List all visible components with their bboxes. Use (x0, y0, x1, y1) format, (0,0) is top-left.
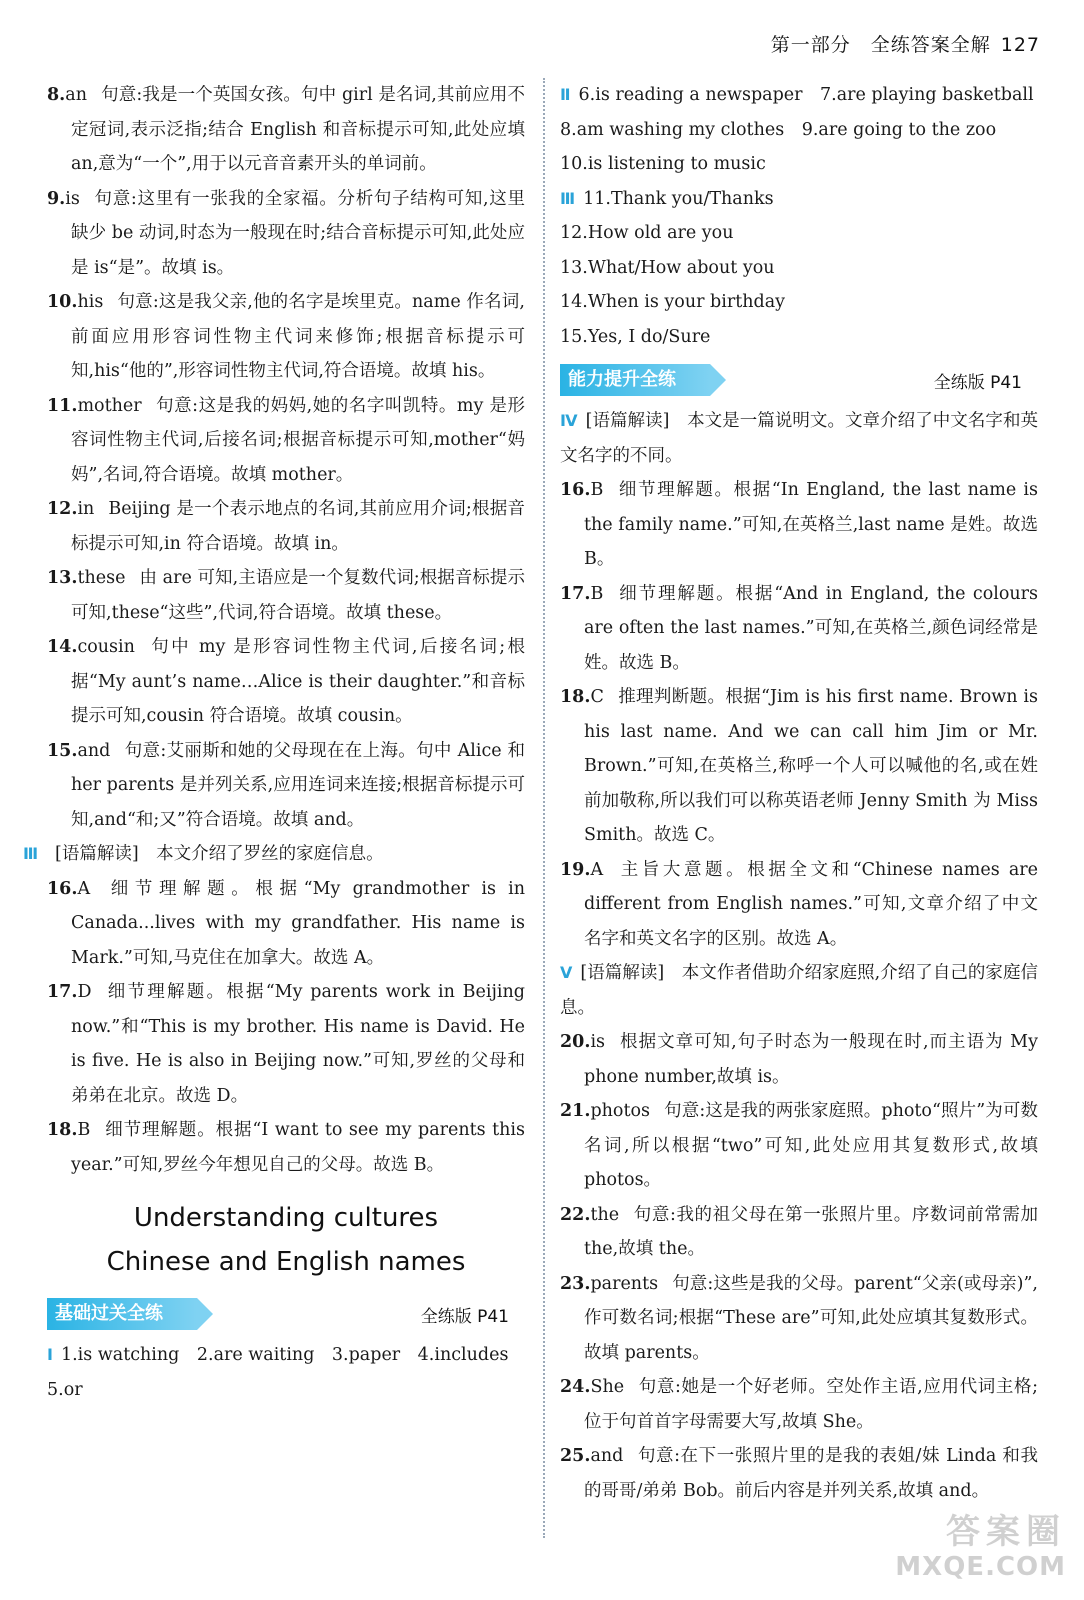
item-explanation: 句意:艾丽斯和她的父母现在在上海。句中 Alice 和 her parents 是并列关系,应用连词来连接;根据音标提示可知,and“和;又”符合语境。故填 and。 (71, 740, 525, 830)
item-answer: photos (590, 1101, 651, 1121)
item-number: 17. (47, 982, 78, 1002)
right-section-4-intro (560, 404, 1038, 473)
section-badge: 基础过关全练 (47, 1298, 197, 1330)
item-answer: in (77, 499, 95, 519)
item-answer: these (77, 568, 126, 588)
item-explanation: 句意:这是我的两张家庭照。photo“照片”为可数名词,所以根据“two”可知,此处应用其复数形式,故填 photos。 (584, 1101, 1038, 1190)
item-explanation: 细节理解题。根据“I want to see my parents this year.”可知,罗丝今年想见自己的父母。故选 B。 (71, 1120, 525, 1175)
answer-item (560, 577, 1038, 681)
item-answer: is (590, 1032, 606, 1052)
item-answer: B (590, 583, 604, 604)
answer-line: 10.is listening to music (560, 154, 766, 174)
section-reference: 全练版 P41 (933, 373, 1022, 393)
answer-item (47, 630, 525, 734)
item-answer: and (590, 1446, 624, 1466)
answer-line: 13.What/How about you (560, 257, 775, 278)
item-number: 8. (47, 85, 66, 105)
item-number: 20. (560, 1032, 591, 1052)
item-answer: cousin (77, 637, 135, 657)
item-number: 17. (560, 583, 591, 604)
item-number: 21. (560, 1101, 591, 1121)
item-explanation: 句意:这里有一张我的全家福。分析句子结构可知,这里缺少 be 动词,时态为一般现在时;结合音标提示可知,此处应是 is“是”。故填 is。 (71, 188, 525, 278)
left-column (23, 78, 525, 1407)
right-answer-list-a (560, 473, 1038, 956)
section-text: [语篇解读] 本文作者借助介绍家庭照,介绍了自己的家庭信息。 (560, 963, 1038, 1018)
answer-item (47, 182, 525, 286)
right-section-2-answers (560, 78, 1038, 113)
section-reference: 全练版 P41 (420, 1307, 509, 1327)
answer-item (47, 492, 525, 561)
item-number: 24. (560, 1377, 591, 1397)
item-number: 12. (47, 499, 78, 519)
right-answer-list-b (560, 1025, 1038, 1508)
right-section-3-answers (560, 182, 1038, 217)
item-answer: the (590, 1204, 620, 1225)
item-explanation: 根据文章可知,句子时态为一般现在时,而主语为 My phone number,故填 is。 (584, 1032, 1038, 1087)
answer-line: 8.am washing my clothes 9.are going to the zoo (560, 119, 997, 140)
item-explanation: 句意:在下一张照片里的是我的表姐/妹 Linda 和我的哥哥/弟弟 Bob。前后内容是并列关系,故填 and。 (584, 1446, 1038, 1501)
section-text: 6.is reading a newspaper 7.are playing basketball (578, 85, 1034, 105)
unit-title-line-1: Understanding cultures (133, 1203, 439, 1233)
item-explanation: 推理判断题。根据“Jim is his first name. Brown is his last name. And we can call him Jim or Mr. Brown.”可知,在英格兰,称呼一个人可以喊他的名,或在姓前加敬称,所以我们可以称英语老师 Jenny Smith 为 Miss Smith。故选 C。 (584, 687, 1038, 845)
answer-item (560, 1439, 1038, 1508)
answer-item (47, 561, 525, 630)
page-header (771, 30, 1040, 57)
answer-item (47, 1113, 525, 1182)
roman-numeral: Ⅴ (560, 963, 573, 982)
item-number: 19. (560, 859, 591, 880)
left-answer-list-b (47, 872, 525, 1183)
watermark-line-1: 答案圈 (946, 1512, 1066, 1552)
answer-item (47, 389, 525, 493)
item-explanation: 句中 my 是形容词性物主代词,后接名词;根据“My aunt’s name…Alice is their daughter.”和音标提示可知,cousin 符合语境。故填 cousin。 (71, 637, 525, 726)
item-answer: mother (77, 395, 142, 416)
item-explanation: 句意:她是一个好老师。空处作主语,应用代词主格;位于句首首字母需要大写,故填 She。 (584, 1377, 1038, 1432)
roman-numeral: Ⅱ (560, 85, 571, 104)
section-text: [语篇解读] 本文介绍了罗丝的家庭信息。 (55, 844, 384, 864)
item-number: 16. (560, 480, 591, 500)
section-text: 1.is watching 2.are waiting 3.paper 4.includes (60, 1345, 509, 1365)
column-divider (543, 78, 545, 1538)
answer-item (560, 680, 1038, 853)
right-section-5-intro (560, 956, 1038, 1025)
item-answer: is (65, 188, 80, 209)
answer-line: 14.When is your birthday (560, 292, 786, 312)
answer-item (47, 285, 525, 389)
item-explanation: 细节理解题。根据“My grandmother is in Canada...lives with my grandfather. His name is Mark.”可知,马克住在加拿大。故选 A。 (71, 878, 525, 968)
unit-title-line-2: Chinese and English names (106, 1247, 466, 1277)
left-section-1-answers (47, 1338, 525, 1373)
answer-item (560, 1370, 1038, 1439)
answer-item (560, 1198, 1038, 1267)
answer-line: 12.How old are you (560, 223, 734, 243)
item-explanation: 细节理解题。根据“My parents work in Beijing now.”和“This is my brother. His name is David. He is five. He is also in Beijing now.”可知,罗丝的父母和弟弟在北京。故选 D。 (71, 982, 525, 1106)
left-section-3-intro: Ⅲ [语篇解读] 本文介绍了罗丝的家庭信息。 (23, 844, 384, 864)
answer-item (47, 734, 525, 838)
item-answer: D (77, 982, 92, 1002)
right-column (560, 78, 1038, 1508)
item-explanation: 句意:这是我的妈妈,她的名字叫凯特。my 是形容词性物主代词,后接名词;根据音标提示可知,mother“妈妈”,名词,符合语境。故填 mother。 (71, 395, 525, 485)
unit-title (47, 1196, 525, 1284)
watermark-line-2: MXQE.COM (895, 1552, 1066, 1582)
header-title: 第一部分 全练答案全解 (770, 34, 991, 56)
left-section-1-answers-cont: 5.or (47, 1379, 83, 1400)
roman-numeral: Ⅰ (47, 1345, 53, 1364)
page-number: 127 (1000, 34, 1040, 56)
site-watermark (846, 1512, 1066, 1590)
item-number: 18. (47, 1120, 78, 1140)
answer-item (47, 872, 525, 976)
answer-item (47, 78, 525, 182)
answer-line: 15.Yes, I do/Sure (560, 326, 711, 347)
item-number: 13. (47, 568, 78, 588)
item-answer: and (77, 740, 111, 761)
item-explanation: 句意:我是一个英国女孩。句中 girl 是名词,其前应用不定冠词,表示泛指;结合 English 和音标提示可知,此处应填 an,意为“一个”,用于以元音音素开头的单词前。 (71, 85, 525, 174)
item-number: 10. (47, 292, 78, 312)
item-answer: C (590, 687, 604, 707)
item-answer: She (590, 1377, 625, 1397)
answer-item (560, 1025, 1038, 1094)
item-answer: B (77, 1120, 91, 1140)
item-answer: A (77, 878, 91, 899)
item-number: 25. (560, 1446, 591, 1466)
item-number: 11. (47, 395, 78, 416)
roman-numeral: Ⅲ (560, 188, 576, 208)
left-answer-list-a (47, 78, 525, 837)
item-number: 15. (47, 740, 78, 761)
answer-item (560, 1094, 1038, 1198)
item-explanation: 句意:这是我父亲,他的名字是埃里克。name 作名词,前面应用形容词性物主代词来修饰;根据音标提示可知,his“他的”,形容词性物主代词,符合语境。故填 his。 (71, 292, 525, 381)
item-explanation: 句意:我的祖父母在第一张照片里。序数词前常需加 the,故填 the。 (584, 1204, 1038, 1259)
item-answer: parents (590, 1273, 659, 1294)
item-number: 23. (560, 1273, 591, 1294)
item-answer: A (590, 859, 604, 880)
item-answer: an (65, 85, 87, 105)
item-answer: his (77, 292, 104, 312)
item-answer: B (590, 480, 604, 500)
item-explanation: 细节理解题。根据“And in England, the colours are often the last names.”可知,在英格兰,颜色词经常是姓。故选 B。 (584, 583, 1038, 673)
answer-item (47, 975, 525, 1113)
item-number: 14. (47, 637, 78, 657)
section-text: 11.Thank you/Thanks (583, 188, 774, 209)
item-number: 16. (47, 878, 78, 899)
item-explanation: 细节理解题。根据“In England, the last name is the family name.”可知,在英格兰,last name 是姓。故选 B。 (584, 480, 1038, 569)
item-number: 9. (47, 188, 66, 209)
roman-numeral: Ⅳ (560, 411, 578, 430)
item-number: 18. (560, 687, 591, 707)
answer-item (560, 853, 1038, 957)
section-banner-basic (47, 1294, 525, 1334)
item-explanation: 句意:这些是我的父母。parent“父亲(或母亲)”,作可数名词;根据“These are”可知,此处应填其复数形式。故填 parents。 (584, 1273, 1038, 1363)
section-badge: 能力提升全练 (560, 364, 710, 396)
section-banner-ability (560, 360, 1038, 400)
item-number: 22. (560, 1204, 591, 1225)
answer-item (560, 1267, 1038, 1371)
answer-item (560, 473, 1038, 577)
item-explanation: 主旨大意题。根据全文和“Chinese names are different from English names.”可知,文章介绍了中文名字和英文名字的区别。故选 A。 (584, 859, 1038, 949)
section-text: [语篇解读] 本文是一篇说明文。文章介绍了中文名字和英文名字的不同。 (560, 411, 1038, 466)
item-explanation: Beijing 是一个表示地点的名词,其前应用介词;根据音标提示可知,in 符合语境。故填 in。 (71, 499, 525, 554)
item-explanation: 由 are 可知,主语应是一个复数代词;根据音标提示可知,these“这些”,代词,符合语境。故填 these。 (71, 568, 525, 623)
